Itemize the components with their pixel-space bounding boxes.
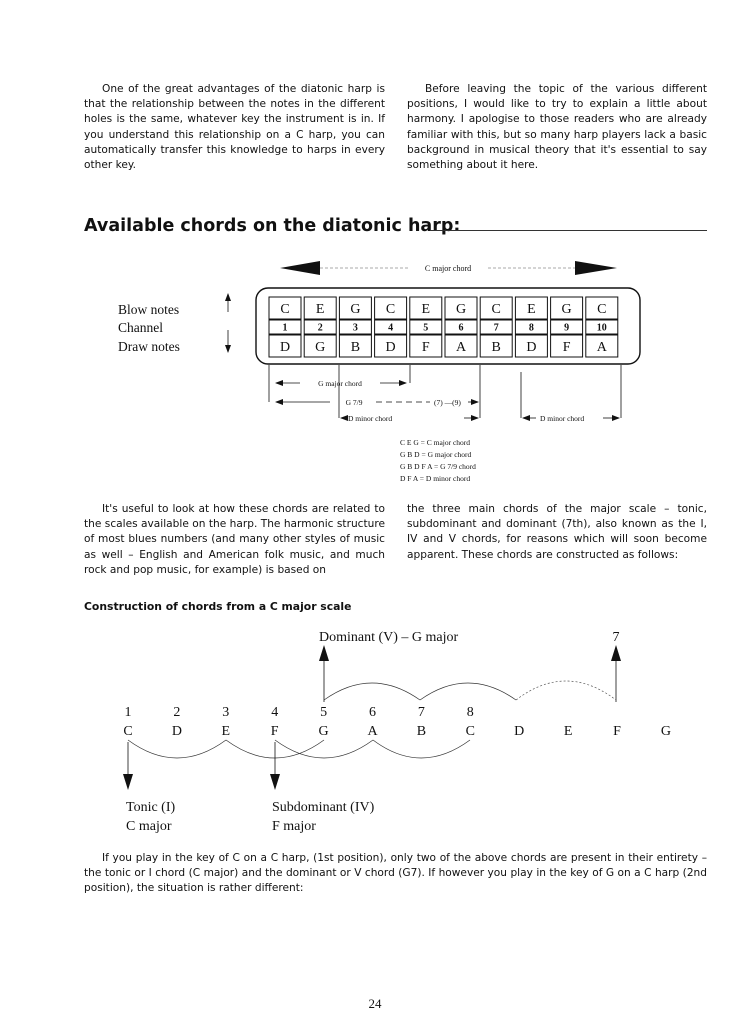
legend-line-4: D F A = D minor chord [400, 474, 471, 483]
scale-note: G [660, 724, 671, 739]
channel-number: 3 [352, 322, 358, 334]
intro-right-paragraph: Before leaving the topic of the various different positions, I would like to try to explain a little about harmony. I apologise to those readers who are already familiar with this, but so many harp players lack a basic background in musical theory that it's essential to say something about it here. [407, 83, 707, 172]
mid-right-paragraph: the three main chords of the major scale – tonic, subdominant and dominant (7th), also known as the I, IV and V chords, for reasons which will soon become apparent. These chords are constructed as follows: [407, 503, 707, 561]
scale-degree: 7 [417, 705, 425, 720]
draw-note: A [455, 339, 467, 355]
intro-left-paragraph: One of the great advantages of the diatonic harp is that the relationship between the notes in the different holes is the same, whatever key the instrument is in. If you understand this relationship on a C harp, you can automatically transfer this knowledge to harps in every other key. [84, 83, 385, 172]
subdominant-label: Subdominant (IV) [272, 800, 375, 815]
draw-note: D [385, 339, 396, 355]
legend-line-1: C E G = C major chord [400, 438, 471, 447]
draw-note: B [350, 339, 361, 355]
g79-suffix-label: (7) —(9) [434, 398, 461, 407]
seventh-label: 7 [612, 630, 620, 645]
channel-number: 4 [388, 322, 394, 334]
scale-degree: 3 [222, 705, 230, 720]
blow-notes-label: Blow notes [118, 302, 180, 317]
scale-note: A [367, 724, 378, 739]
scale-note: B [416, 724, 427, 739]
g-major-chord-label: G major chord [318, 379, 362, 388]
scale-note: G [318, 724, 329, 739]
channel-number: 2 [317, 322, 323, 334]
scale-note: E [563, 724, 573, 739]
mid-left-paragraph: It's useful to look at how these chords are related to the scales available on the harp. The harmonic structure of most blues numbers (and many other styles of music as well – English and American folk music, and much rock and pop music, for example) is based on [84, 503, 385, 576]
blow-note: G [350, 301, 361, 317]
c-major-chord-label: C major chord [424, 264, 472, 273]
scale-degree: 4 [271, 705, 279, 720]
d-minor-chord-label-2: D minor chord [540, 414, 585, 423]
scale-note: F [270, 724, 279, 739]
section-heading: Available chords on the diatonic harp: [84, 216, 461, 236]
closing-paragraph-block [84, 851, 707, 897]
channel-number: 8 [528, 322, 534, 334]
scale-degree: 8 [466, 705, 474, 720]
scale-note: D [171, 724, 182, 739]
scale-degree: 1 [124, 705, 132, 720]
blow-note: G [561, 301, 572, 317]
scale-note: E [221, 724, 231, 739]
scale-note: C [465, 724, 475, 739]
draw-note: B [491, 339, 501, 355]
draw-note: D [279, 339, 291, 355]
closing-paragraph: If you play in the key of C on a C harp, (1st position), only two of the above chords are present in their entirety – the tonic or I chord (C major) and the dominant or V chord (G7). If however you play in the key of G on a C harp (2nd position), the situation is rather different: [84, 852, 707, 895]
blow-note: C [597, 301, 607, 317]
blow-note: E [527, 301, 536, 317]
scale-note: F [613, 724, 621, 739]
subheading: Construction of chords from a C major scale [84, 600, 352, 613]
scale-degree: 2 [173, 705, 181, 720]
channel-number: 1 [282, 322, 288, 334]
draw-note: D [526, 339, 537, 355]
tonic-down-arrow-icon [123, 774, 133, 790]
blow-note: C [385, 301, 396, 317]
blow-note: G [455, 301, 467, 317]
d-minor-chord-label-1: D minor chord [348, 414, 393, 423]
draw-note: A [596, 339, 607, 355]
blow-note: C [280, 301, 290, 317]
g79-label: G 7/9 [345, 398, 363, 407]
scale-notes [123, 724, 671, 739]
channel-number: 9 [564, 322, 570, 334]
scale-note: C [123, 724, 133, 739]
scale-note: D [514, 724, 525, 739]
scale-degrees [125, 705, 474, 720]
legend-line-3: G B D F A = G 7/9 chord [400, 462, 476, 471]
seventh-up-arrow-icon [611, 645, 621, 661]
legend-line-2: G B D = G major chord [400, 450, 472, 459]
subdominant-chord-label: F major [272, 819, 316, 834]
channel-label: Channel [118, 320, 163, 335]
draw-note: F [421, 339, 430, 355]
blow-note: E [315, 301, 325, 317]
channel-number: 5 [423, 322, 429, 334]
scale-degree: 5 [320, 705, 328, 720]
channel-number: 7 [493, 322, 499, 334]
blow-note: C [491, 301, 501, 317]
tonic-chord-label: C major [126, 819, 172, 834]
scale-degree: 6 [369, 705, 376, 720]
draw-note: G [315, 339, 326, 355]
page-number: 24 [368, 996, 382, 1011]
tonic-label: Tonic (I) [126, 800, 176, 815]
channel-number: 10 [596, 322, 607, 334]
dominant-up-arrow-icon [319, 645, 329, 661]
draw-notes-label: Draw notes [118, 339, 180, 354]
draw-note: F [562, 339, 571, 355]
channel-number: 6 [458, 322, 464, 334]
subdominant-down-arrow-icon [270, 774, 280, 790]
dominant-label: Dominant (V) – G major [319, 630, 459, 645]
blow-note: E [421, 301, 431, 317]
